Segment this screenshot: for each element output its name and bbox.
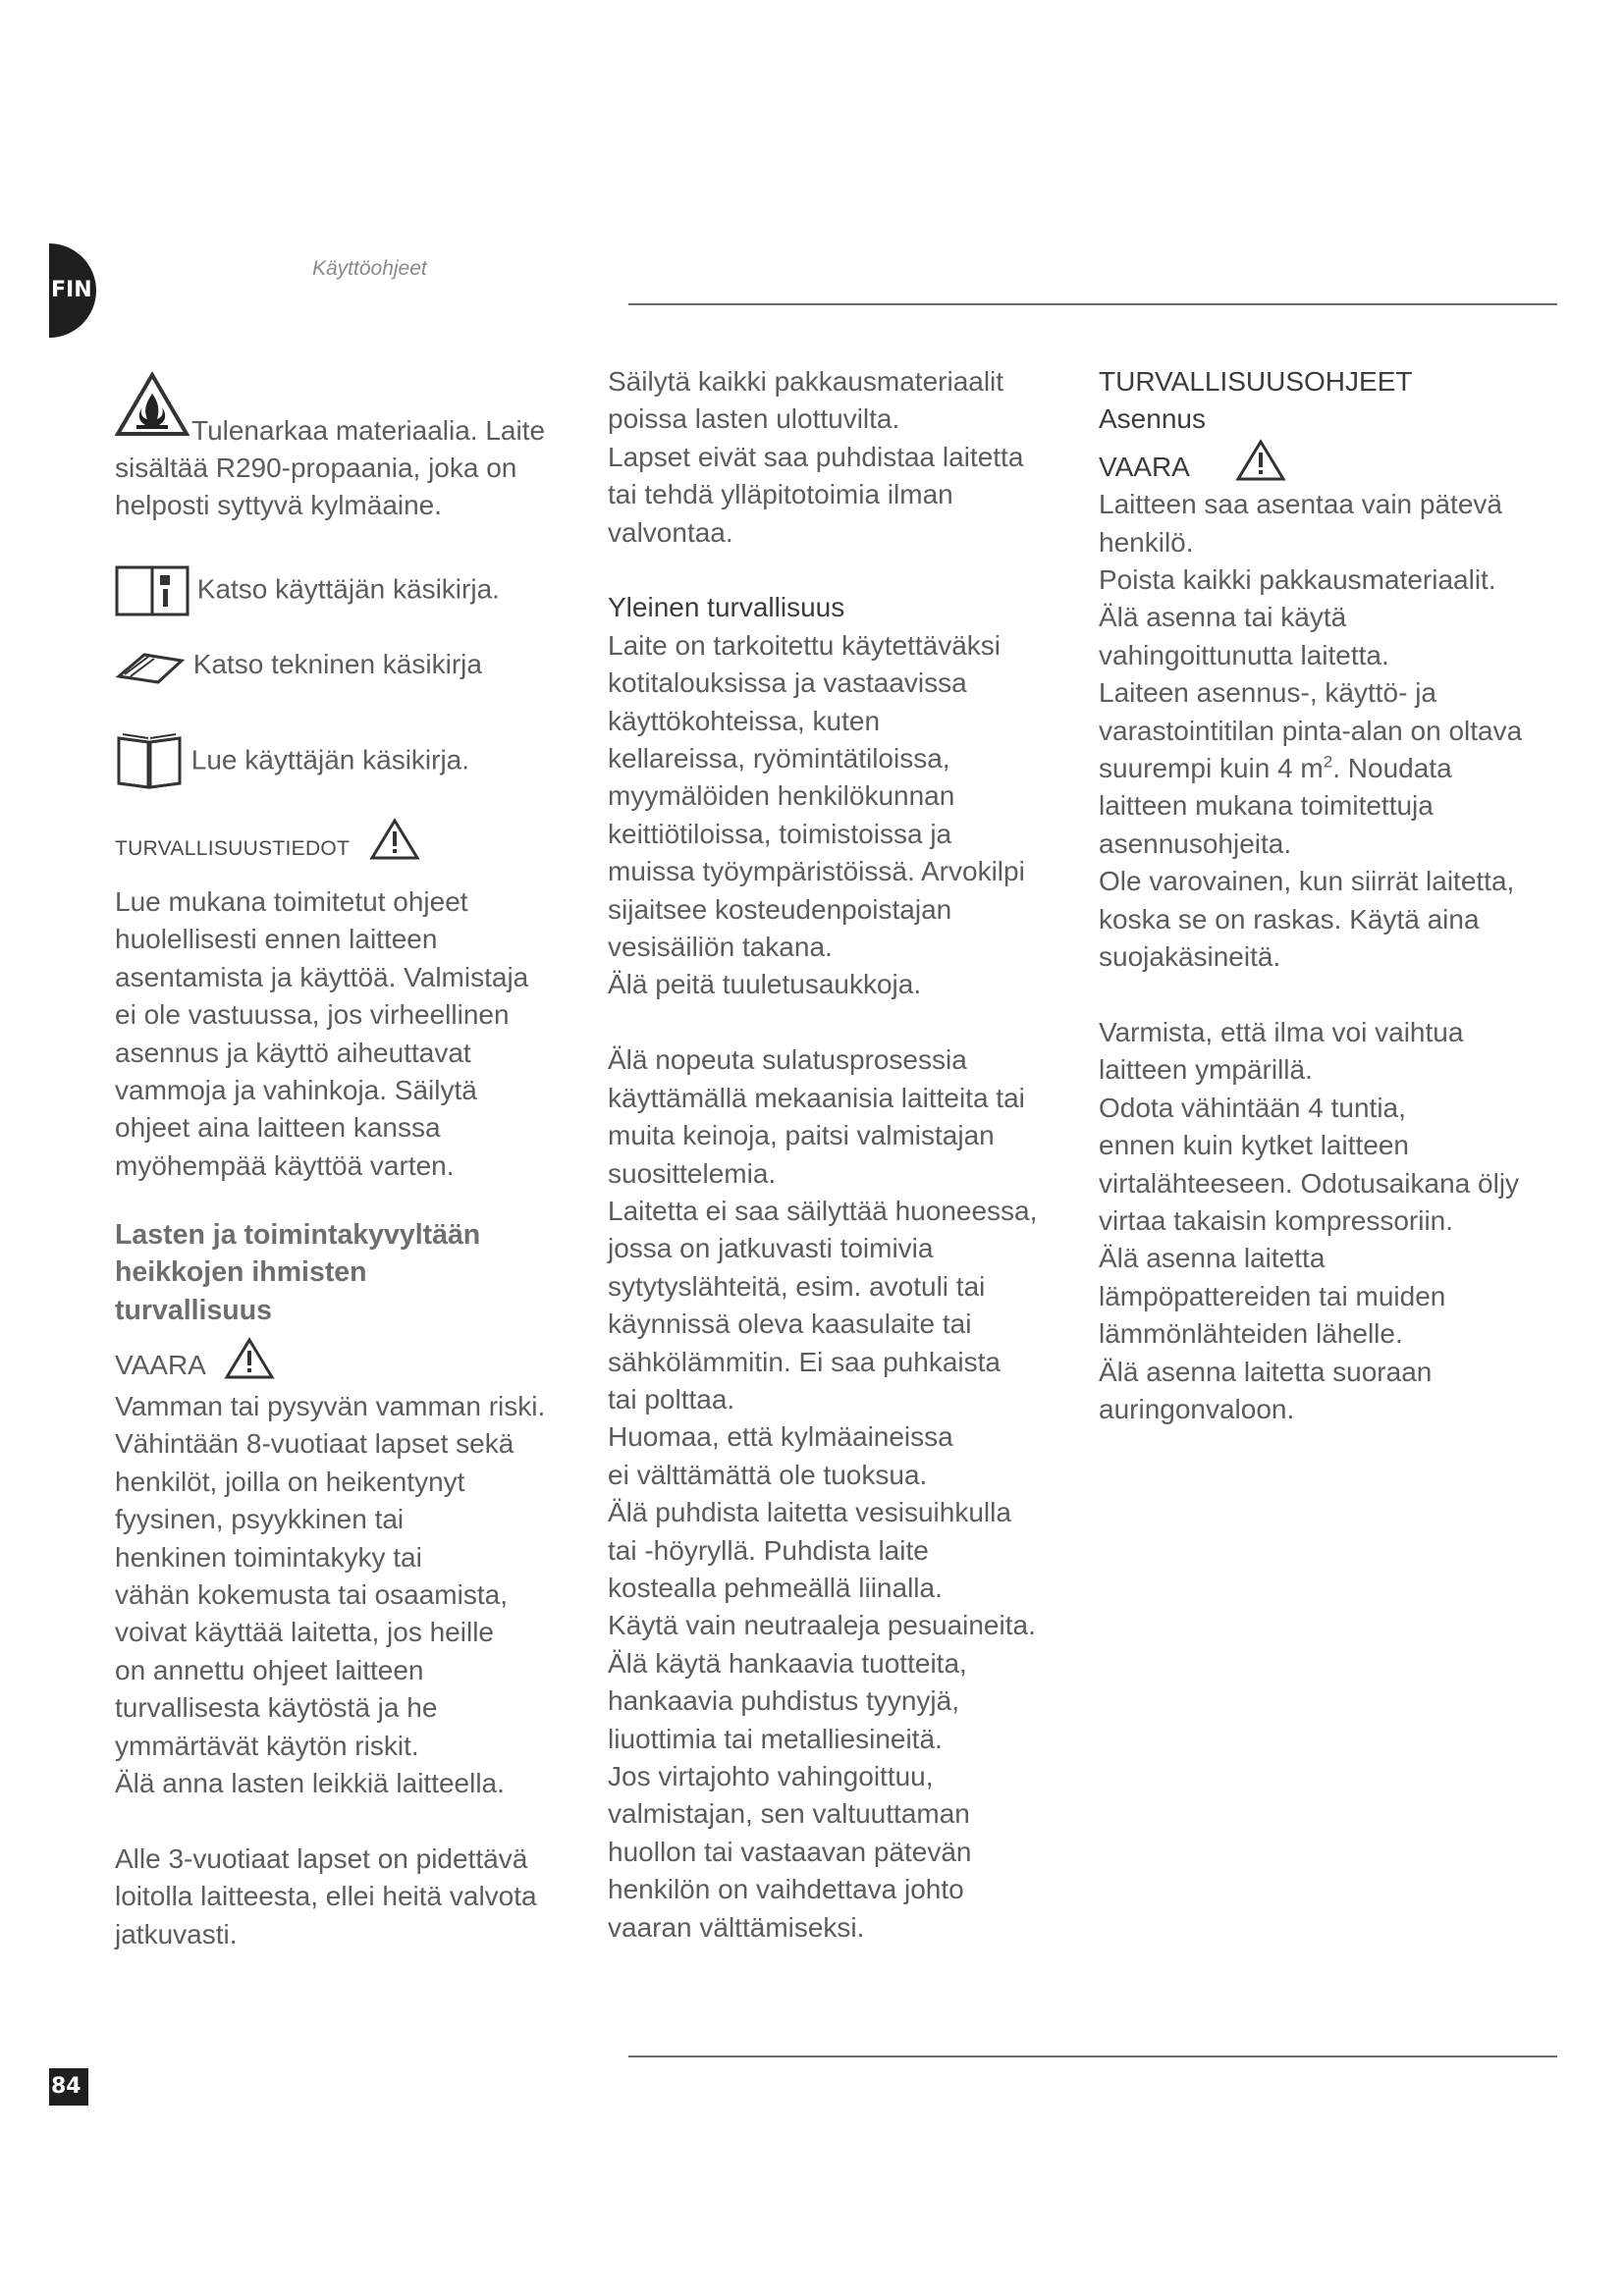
- user-manual-line: [115, 563, 500, 618]
- text-line: sytytyslähteitä, esim. avotuli tai: [608, 1270, 986, 1302]
- text-line: laitteen mukana toimitettuja: [1099, 790, 1434, 822]
- area-text-end: . Noudata: [1332, 753, 1452, 784]
- user-manual-label: Katso käyttäjän käsikirja.: [196, 573, 500, 605]
- text-line: huollon tai vastaavan pätevän: [608, 1836, 972, 1867]
- children-danger-label-row: [115, 1337, 586, 1384]
- text-line: auringonvaloon.: [1099, 1393, 1295, 1424]
- text-line: vähän kokemusta tai osaamista,: [115, 1579, 508, 1611]
- text-line: Älä nopeuta sulatusprosessia: [608, 1044, 967, 1076]
- text-line: asentamista ja käyttöä. Valmistaja: [115, 961, 529, 992]
- text-line: jatkuvasti.: [115, 1918, 238, 1949]
- text-line: Jos virtajohto vahingoittuu,: [608, 1761, 934, 1791]
- text-line: valmistajan, sen valtuuttaman: [608, 1798, 970, 1830]
- text-line: virtaa takaisin kompressoriin.: [1099, 1204, 1454, 1236]
- safety-instructions-heading: TURVALLISUUSOHJEET: [1099, 366, 1413, 397]
- column-3: [1099, 363, 1560, 1428]
- children-safety-text: [115, 1388, 596, 1953]
- heading-line: heikkojen ihmisten: [115, 1256, 367, 1289]
- text-line: sijaitsee kosteudenpoistajan: [608, 893, 952, 925]
- page-number-text: 84: [51, 2074, 81, 2099]
- text-line: Älä asenna tai käytä: [1099, 602, 1347, 633]
- text-line: Laitetta ei saa säilyttää huoneessa,: [608, 1195, 1038, 1226]
- danger-label: VAARA: [1099, 451, 1189, 482]
- text-line: Ole varovainen, kun siirrät laitetta,: [1099, 866, 1515, 897]
- text-line: valvontaa.: [608, 516, 733, 548]
- technical-manual-line: [115, 646, 482, 686]
- text-line: käyttämällä mekaanisia laitteita tai: [608, 1082, 1025, 1113]
- warning-triangle-icon: [1235, 439, 1286, 482]
- text-line: Laiteen asennus-, käyttö- ja: [1099, 677, 1436, 709]
- text-line: Lue mukana toimitetut ohjeet: [115, 886, 468, 917]
- text-line: Älä käytä hankaavia tuotteita,: [608, 1647, 967, 1679]
- text-line: Poista kaikki pakkausmateriaalit.: [1099, 564, 1496, 596]
- text-line: lämpöpattereiden tai muiden: [1099, 1280, 1446, 1311]
- text-line: ei välttämättä ole tuoksua.: [608, 1459, 928, 1490]
- text-line: on annettu ohjeet laitteen: [115, 1654, 424, 1685]
- read-manual-line: [115, 732, 469, 791]
- flammable-warning-icon: [115, 372, 189, 437]
- text-line: Älä puhdista laitetta vesisuihkulla: [608, 1497, 1011, 1528]
- text-line: myymälöiden henkilökunnan: [608, 780, 955, 812]
- text-line: myöhempää käyttöä varten.: [115, 1149, 455, 1181]
- text-line: Huomaa, että kylmäaineissa: [608, 1421, 953, 1453]
- text-line: huolellisesti ennen laitteen: [115, 924, 438, 955]
- text-line: varastointitilan pinta-alan on oltava: [1099, 715, 1523, 746]
- text-line: virtalähteeseen. Odotusaikana öljy: [1099, 1167, 1520, 1199]
- text-line: Alle 3-vuotiaat lapset on pidettävä: [115, 1842, 528, 1874]
- language-tab: [49, 243, 96, 338]
- text-line: liuottimia tai metalliesineitä.: [608, 1723, 943, 1754]
- text-line: suosittelemia.: [608, 1157, 777, 1189]
- text-line: loitolla laitteesta, ellei heitä valvota: [115, 1881, 537, 1912]
- text-line: Vamman tai pysyvän vamman riski.: [115, 1391, 546, 1421]
- area-superscript: 2: [1323, 752, 1333, 772]
- children-safety-heading: [115, 1216, 586, 1329]
- text-line: ymmärtävät käytön riskit.: [115, 1730, 419, 1761]
- text-line: poissa lasten ulottuvilta.: [608, 403, 900, 435]
- text-line: ei ole vastuussa, jos virheellinen: [115, 999, 510, 1031]
- text-line: ohjeet aina laitteen kanssa: [115, 1112, 441, 1144]
- text-line: kellareissa, ryömintätiloissa,: [608, 743, 950, 774]
- text-line: henkinen toimintakyky tai: [115, 1541, 422, 1573]
- text-line: Lapset eivät saa puhdistaa laitetta: [608, 441, 1024, 472]
- column-2: [608, 363, 1069, 1947]
- text-line: jossa on jatkuvasti toimivia: [608, 1233, 934, 1264]
- technical-manual-label: Katso tekninen käsikirja: [192, 649, 482, 679]
- text-line: ennen kuin kytket laitteen: [1099, 1130, 1409, 1161]
- text-line: asennusohjeita.: [1099, 828, 1292, 859]
- text-line: sähkölämmitin. Ei saa puhkaista: [608, 1346, 1001, 1377]
- general-safety-heading: Yleinen turvallisuus: [608, 592, 845, 623]
- text-line: Älä asenna laitetta suoraan: [1099, 1356, 1433, 1387]
- text-line: voivat käyttää laitetta, jos heille: [115, 1617, 494, 1648]
- safety-info-heading: TURVALLISUUSTIEDOT: [115, 837, 351, 860]
- heading-line: turvallisuus: [115, 1294, 272, 1326]
- consult-manual-icon: [115, 563, 189, 618]
- heading-line: Lasten ja toimintakyvyltään: [115, 1219, 481, 1251]
- text-line: henkilön on vaihdettava johto: [608, 1874, 964, 1905]
- text-line: keittiötiloissa, toimistoissa ja: [608, 818, 952, 849]
- text-line: tai polttaa.: [608, 1383, 735, 1415]
- text-line: käynnissä oleva kaasulaite tai: [608, 1308, 972, 1340]
- text-line: vaaran välttämiseksi.: [608, 1911, 865, 1943]
- text-line: käyttökohteissa, kuten: [608, 705, 881, 736]
- warning-triangle-icon: [369, 818, 420, 861]
- text-line: Laite on tarkoitettu käytettäväksi: [608, 629, 1001, 661]
- installation-subheading: Asennus: [1099, 403, 1206, 435]
- warning-triangle-icon: [224, 1337, 275, 1380]
- area-text: suurempi kuin 4 m: [1099, 753, 1324, 784]
- text-line: Laitteen saa asentaa vain pätevä: [1099, 489, 1502, 520]
- danger-label: VAARA: [115, 1350, 205, 1380]
- language-code: FIN: [51, 278, 92, 302]
- text-line: Älä asenna laitetta: [1099, 1243, 1326, 1274]
- text-line: Älä anna lasten leikkiä laitteella.: [115, 1768, 505, 1799]
- text-line: lämmönlähteiden lähelle.: [1099, 1318, 1403, 1350]
- text-line: laitteen ympärillä.: [1099, 1054, 1313, 1086]
- text-line: fyysinen, psyykkinen tai: [115, 1504, 405, 1535]
- text-line: vammoja ja vahinkoja. Säilytä: [115, 1075, 477, 1106]
- header-title: Käyttöohjeet: [312, 257, 427, 280]
- text-line: muita keinoja, paitsi valmistajan: [608, 1120, 995, 1151]
- text-line: Älä peitä tuuletusaukkoja.: [608, 969, 922, 1000]
- read-manual-icon: [115, 732, 184, 791]
- text-line: vesisäiliön takana.: [608, 932, 833, 963]
- text-line: henkilö.: [1099, 526, 1194, 558]
- flammable-text-3: helposti syttyvä kylmäaine.: [115, 490, 443, 521]
- safety-info-section: [115, 815, 586, 864]
- text-line: tai tehdä ylläpitotoimia ilman: [608, 479, 953, 510]
- text-line: tai -höyryllä. Puhdista laite: [608, 1534, 929, 1566]
- text-line: Säilytä kaikki pakkausmateriaalit: [608, 366, 1004, 397]
- technical-manual-icon: [115, 647, 186, 686]
- text-line: Odota vähintään 4 tuntia,: [1099, 1092, 1406, 1123]
- area-requirement-line: [1099, 750, 1560, 787]
- text-line: Käytä vain neutraaleja pesuaineita.: [608, 1610, 1036, 1641]
- text-line: hankaavia puhdistus tyynyjä,: [608, 1685, 959, 1717]
- flammable-text-2: sisältää R290-propaania, joka on: [115, 453, 517, 483]
- text-line: suojakäsineitä.: [1099, 941, 1281, 973]
- text-line: asennus ja käyttö aiheuttavat: [115, 1037, 471, 1068]
- text-line: kotitalouksissa ja vastaavissa: [608, 667, 967, 699]
- text-line: muissa työympäristöissä. Arvokilpi: [608, 856, 1025, 887]
- header-rule: [628, 303, 1557, 305]
- text-line: henkilöt, joilla on heikentynyt: [115, 1466, 465, 1497]
- text-line: turvallisesta käytöstä ja he: [115, 1692, 438, 1724]
- footer-rule: [628, 2056, 1557, 2057]
- text-line: kostealla pehmeällä liinalla.: [608, 1572, 943, 1603]
- safety-info-text: [115, 883, 586, 1185]
- text-line: vahingoittunutta laitetta.: [1099, 639, 1389, 670]
- text-line: Varmista, että ilma voi vaihtua: [1099, 1016, 1464, 1047]
- text-line: Vähintään 8-vuotiaat lapset sekä: [115, 1428, 514, 1460]
- text-line: koska se on raskas. Käytä aina: [1099, 903, 1480, 934]
- read-manual-label: Lue käyttäjän käsikirja.: [190, 744, 470, 775]
- flammable-text-1: Tulenarkaa materiaalia. Laite: [191, 415, 546, 446]
- page-number: [49, 2068, 88, 2106]
